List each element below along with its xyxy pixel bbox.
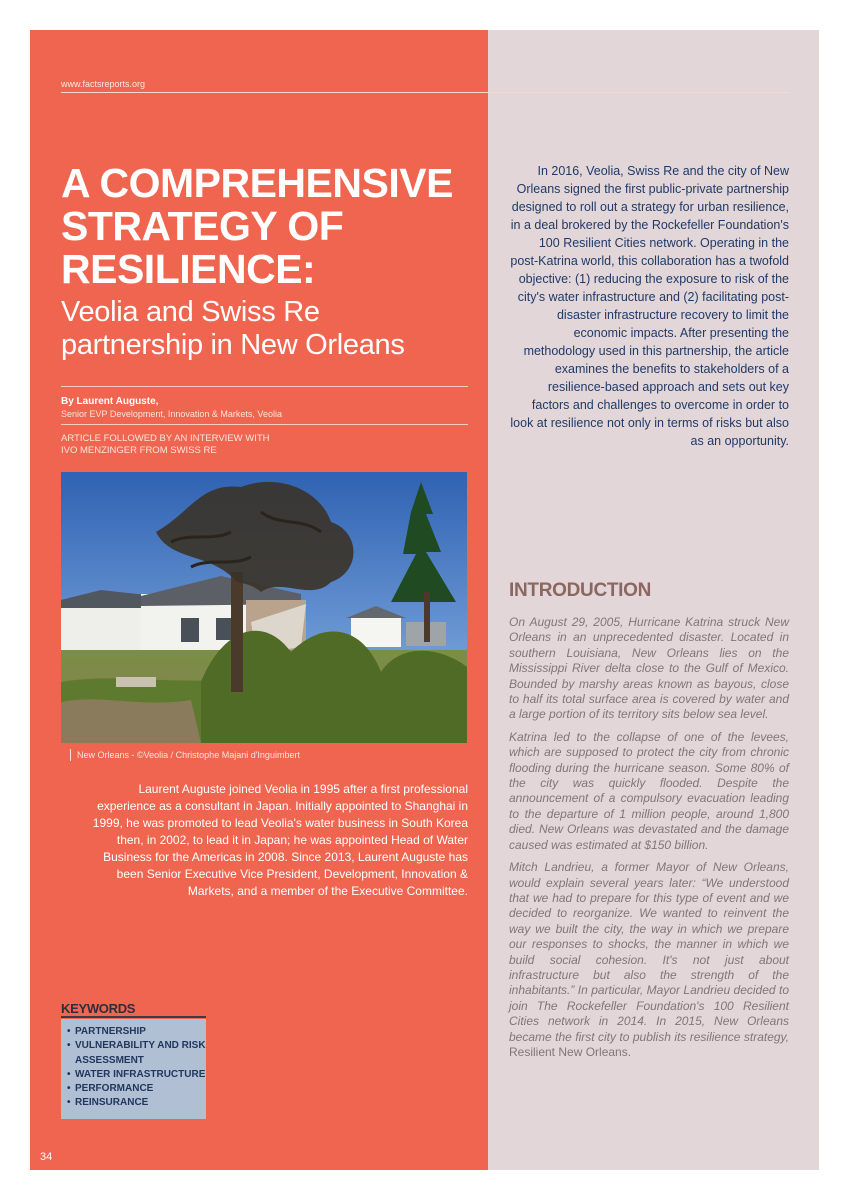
keywords-divider xyxy=(61,1016,206,1018)
site-url[interactable]: www.factsreports.org xyxy=(61,79,146,89)
caption-marker xyxy=(70,749,71,761)
intro-paragraph: On August 29, 2005, Hurricane Katrina struck New Orleans in an unprecedented disaster. Located in southern Louisiana, New Orleans lies on the Mississippi River delta close to the Gulf of Mexico. Bounded by marshy areas known as bayous, close to half its total surface area is covered by water and a large portion of its territory sits below sea level. xyxy=(509,615,789,722)
article-title xyxy=(61,162,481,291)
keyword-item: • WATER INFRASTRUCTURE xyxy=(67,1068,206,1082)
header-divider xyxy=(61,92,788,93)
keywords-box xyxy=(61,1019,206,1119)
title-line: STRATEGY OF xyxy=(61,203,344,249)
introduction-body xyxy=(509,615,789,1067)
keyword-item: • VULNERABILITY AND RISK ASSESSMENT xyxy=(67,1039,206,1068)
article-subtitle xyxy=(61,296,481,362)
author-name: By Laurent Auguste, xyxy=(61,396,159,407)
new-orleans-photo xyxy=(61,472,467,743)
keywords-title: KEYWORDS xyxy=(61,1001,136,1016)
keyword-item: • PERFORMANCE xyxy=(67,1082,206,1096)
interview-note-line: IVO MENZINGER FROM SWISS RE xyxy=(61,445,217,456)
title-line: RESILIENCE: xyxy=(61,246,316,292)
author-bio: Laurent Auguste joined Veolia in 1995 after a first professional experience as a consultant in Japan. Initially appointed to Shanghai in 1999, he was promoted to lead Veolia's water business in South Korea then, in 2002, to lead it in Japan; he was appointed Head of Water Business for the Americas in 2008. Since 2013, Laurent Auguste has been Senior Executive Vice President, Development, Innovation & Markets, and a member of the Executive Committee. xyxy=(92,782,468,898)
subtitle-line: Veolia and Swiss Re xyxy=(61,296,320,328)
article-abstract: In 2016, Veolia, Swiss Re and the city of New Orleans signed the first public-private partnership designed to roll out a strategy for urban resilience, in a deal brokered by the Rockefeller Foundation's 100 Resilient Cities network. Operating in the post-Katrina world, this collaboration has a twofold objective: (1) reducing the exposure to risk of the city's water infrastructure and (2) facilitating post-disaster infrastructure recovery to limit the economic impacts. After presenting the methodology used in this partnership, the article examines the benefits to stakeholders of a resilience-based approach and sets out key factors and challenges to overcome in order to look at resilience not only in terms of risks but also as an opportunity. xyxy=(510,164,789,448)
introduction-heading: INTRODUCTION xyxy=(509,580,652,601)
photo-caption: New Orleans - ©Veolia / Christophe Majani d'Inguimbert xyxy=(77,750,300,760)
resilient-new-orleans-reference: Resilient New Orleans. xyxy=(509,1044,632,1059)
keyword-item: • PARTNERSHIP xyxy=(67,1025,206,1039)
keyword-item: • REINSURANCE xyxy=(67,1096,206,1110)
interview-note xyxy=(61,433,361,457)
title-line: A COMPREHENSIVE xyxy=(61,160,453,206)
keywords-list xyxy=(61,1019,206,1111)
intro-paragraph-text: Mitch Landrieu, a former Mayor of New Orleans, would explain several years later: “We understood that we had to prepare for this type of event and we decided to reorganize. We wanted to reinvent the way we built the city, the way in which we prepare our responses to shocks, the manner in which we build social cohesion. It's not just about infrastructure but also the strength of the inhabitants.” In particular, Mayor Landrieu decided to join The Rockefeller Foundation's 100 Resilient Cities network in 2014. In 2015, New Orleans became the first city to publish its resilience strategy, xyxy=(509,860,789,1044)
author-divider-top xyxy=(61,386,468,387)
interview-note-line: ARTICLE FOLLOWED BY AN INTERVIEW WITH xyxy=(61,433,270,444)
author-role: Senior EVP Development, Innovation & Markets, Veolia xyxy=(61,409,282,419)
author-divider-bottom xyxy=(61,424,468,425)
page-number: 34 xyxy=(40,1151,53,1163)
subtitle-line: partnership in New Orleans xyxy=(61,329,405,361)
intro-paragraph: Katrina led to the collapse of one of the levees, which are supposed to protect the city from chronic flooding during the hurricane season. Some 80% of the city was quickly flooded. Despite the announcement of a compulsory evacuation leading to the departure of 1 million people, around 1,800 died. New Orleans was devastated and the damage caused was estimated at $150 billion. xyxy=(509,729,789,852)
intro-paragraph xyxy=(509,860,789,1060)
